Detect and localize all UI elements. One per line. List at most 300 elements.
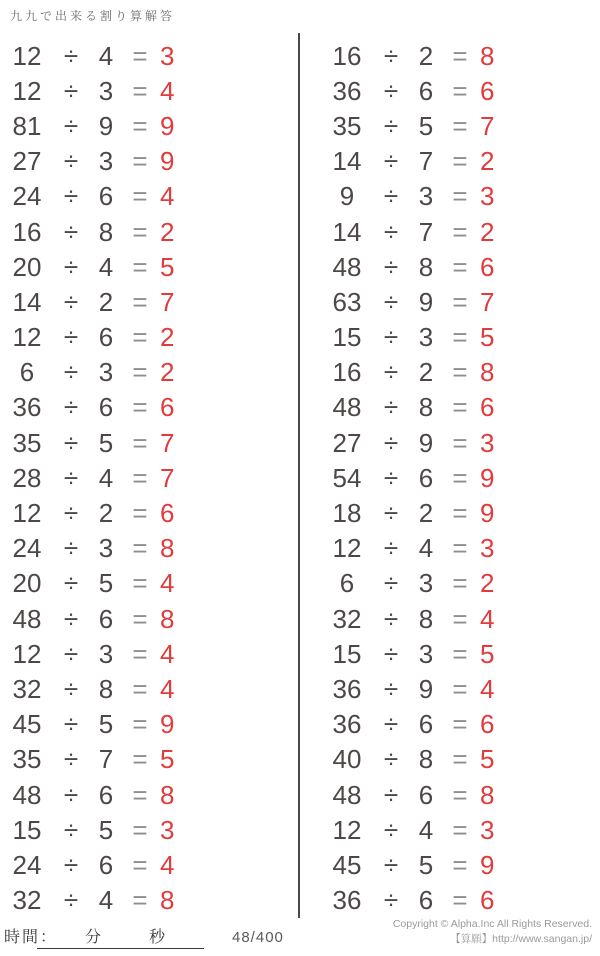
problem-row: [2, 495, 298, 530]
dividend-value: 12: [12, 75, 42, 106]
dividend-value: 14: [332, 146, 362, 177]
problem-row: [2, 847, 298, 882]
answer-value: 8: [160, 779, 175, 810]
equals-sign: =: [132, 181, 148, 212]
divisor-value: 6: [418, 885, 434, 916]
divisor-value: 5: [418, 110, 434, 141]
equals-sign: =: [452, 498, 468, 529]
divide-sign: ÷: [383, 744, 399, 775]
dividend-value: 48: [12, 779, 42, 810]
divisor-value: 9: [418, 673, 434, 704]
equals-sign: =: [452, 462, 468, 493]
divide-sign: ÷: [63, 216, 79, 247]
equals-sign: =: [132, 75, 148, 106]
answer-value: 6: [480, 885, 495, 916]
dividend-value: 32: [12, 673, 42, 704]
answer-value: 9: [160, 146, 175, 177]
column-divider: [298, 33, 300, 918]
problem-row: [2, 777, 298, 812]
answer-value: 3: [480, 814, 495, 845]
divide-sign: ÷: [383, 146, 399, 177]
dividend-value: 35: [332, 110, 362, 141]
divide-sign: ÷: [383, 251, 399, 282]
problem-row: [2, 284, 298, 319]
dividend-value: 6: [19, 357, 35, 388]
problem-row: [2, 707, 298, 742]
copyright-line2: 【算願】http://www.sangan.jp/: [450, 932, 592, 945]
minutes-label: 分: [85, 927, 102, 946]
divisor-value: 3: [98, 357, 114, 388]
answer-value: 2: [160, 216, 175, 247]
divide-sign: ÷: [63, 322, 79, 353]
equals-sign: =: [452, 849, 468, 880]
equals-sign: =: [132, 638, 148, 669]
divisor-value: 7: [418, 146, 434, 177]
divisor-value: 2: [418, 40, 434, 71]
problem-row: [322, 355, 600, 390]
equals-sign: =: [452, 357, 468, 388]
divide-sign: ÷: [63, 709, 79, 740]
dividend-value: 36: [332, 885, 362, 916]
divisor-value: 2: [98, 286, 114, 317]
answer-value: 2: [480, 568, 495, 599]
divide-sign: ÷: [63, 603, 79, 634]
equals-sign: =: [132, 885, 148, 916]
equals-sign: =: [452, 110, 468, 141]
divisor-value: 4: [418, 814, 434, 845]
problem-row: [2, 214, 298, 249]
dividend-value: 35: [12, 744, 42, 775]
divide-sign: ÷: [383, 75, 399, 106]
equals-sign: =: [452, 427, 468, 458]
problem-row: [2, 355, 298, 390]
divisor-value: 5: [98, 427, 114, 458]
answer-value: 3: [480, 181, 495, 212]
divide-sign: ÷: [383, 673, 399, 704]
dividend-value: 18: [332, 498, 362, 529]
divisor-value: 6: [418, 779, 434, 810]
equals-sign: =: [452, 392, 468, 423]
divisor-value: 4: [98, 885, 114, 916]
equals-sign: =: [452, 251, 468, 282]
answer-value: 9: [480, 498, 495, 529]
divide-sign: ÷: [63, 286, 79, 317]
dividend-value: 9: [339, 181, 355, 212]
equals-sign: =: [132, 322, 148, 353]
divide-sign: ÷: [63, 744, 79, 775]
answer-value: 2: [160, 357, 175, 388]
equals-sign: =: [452, 568, 468, 599]
answer-value: 4: [480, 603, 495, 634]
divide-sign: ÷: [63, 146, 79, 177]
divide-sign: ÷: [383, 814, 399, 845]
answer-value: 8: [480, 40, 495, 71]
dividend-value: 14: [12, 286, 42, 317]
problem-row: [2, 636, 298, 671]
divisor-value: 2: [418, 357, 434, 388]
dividend-value: 27: [332, 427, 362, 458]
divisor-value: 2: [418, 498, 434, 529]
answer-value: 5: [480, 638, 495, 669]
divisor-value: 7: [418, 216, 434, 247]
answer-value: 6: [480, 75, 495, 106]
divisor-value: 3: [98, 75, 114, 106]
answer-value: 3: [480, 427, 495, 458]
dividend-value: 14: [332, 216, 362, 247]
equals-sign: =: [132, 814, 148, 845]
answer-value: 3: [480, 533, 495, 564]
dividend-value: 32: [332, 603, 362, 634]
answer-value: 7: [160, 462, 175, 493]
problem-row: [2, 179, 298, 214]
divisor-value: 9: [418, 427, 434, 458]
dividend-value: 48: [12, 603, 42, 634]
divide-sign: ÷: [63, 462, 79, 493]
equals-sign: =: [452, 146, 468, 177]
copyright: [393, 917, 592, 946]
divide-sign: ÷: [383, 110, 399, 141]
problem-row: [2, 425, 298, 460]
dividend-value: 16: [12, 216, 42, 247]
divide-sign: ÷: [383, 462, 399, 493]
equals-sign: =: [132, 146, 148, 177]
dividend-value: 36: [332, 673, 362, 704]
dividend-value: 12: [332, 814, 362, 845]
divisor-value: 8: [418, 744, 434, 775]
equals-sign: =: [132, 357, 148, 388]
divisor-value: 5: [98, 814, 114, 845]
problem-row: [2, 812, 298, 847]
divide-sign: ÷: [63, 181, 79, 212]
equals-sign: =: [452, 181, 468, 212]
divisor-value: 6: [98, 849, 114, 880]
problem-row: [322, 495, 600, 530]
answer-value: 8: [160, 533, 175, 564]
problem-row: [322, 284, 600, 319]
copyright-line1: Copyright © Alpha.Inc All Rights Reserved.: [392, 918, 592, 930]
divide-sign: ÷: [63, 498, 79, 529]
answer-value: 7: [160, 286, 175, 317]
divisor-value: 4: [98, 251, 114, 282]
dividend-value: 20: [12, 568, 42, 599]
divide-sign: ÷: [383, 885, 399, 916]
problem-row: [322, 531, 600, 566]
equals-sign: =: [132, 110, 148, 141]
problem-row: [2, 38, 298, 73]
divisor-value: 8: [98, 216, 114, 247]
problem-row: [2, 531, 298, 566]
problem-row: [322, 707, 600, 742]
problem-row: [2, 460, 298, 495]
problem-row: [2, 390, 298, 425]
dividend-value: 81: [12, 110, 42, 141]
divisor-value: 3: [418, 638, 434, 669]
dividend-value: 27: [12, 146, 42, 177]
dividend-value: 35: [12, 427, 42, 458]
divisor-value: 7: [98, 744, 114, 775]
sheet-number: 48/400: [232, 929, 284, 946]
answer-value: 6: [160, 498, 175, 529]
equals-sign: =: [132, 533, 148, 564]
problem-row: [2, 73, 298, 108]
divide-sign: ÷: [383, 357, 399, 388]
equals-sign: =: [132, 673, 148, 704]
answer-value: 2: [160, 322, 175, 353]
equals-sign: =: [452, 603, 468, 634]
divide-sign: ÷: [63, 849, 79, 880]
problem-row: [322, 73, 600, 108]
divide-sign: ÷: [383, 779, 399, 810]
divide-sign: ÷: [63, 885, 79, 916]
equals-sign: =: [452, 216, 468, 247]
divide-sign: ÷: [383, 638, 399, 669]
equals-sign: =: [452, 779, 468, 810]
equals-sign: =: [132, 709, 148, 740]
answer-value: 5: [160, 251, 175, 282]
divide-sign: ÷: [63, 568, 79, 599]
problem-row: [2, 320, 298, 355]
divide-sign: ÷: [383, 40, 399, 71]
answer-value: 9: [160, 110, 175, 141]
divisor-value: 4: [98, 462, 114, 493]
equals-sign: =: [132, 216, 148, 247]
divisor-value: 6: [98, 603, 114, 634]
dividend-value: 24: [12, 181, 42, 212]
problem-row: [322, 425, 600, 460]
divisor-value: 4: [418, 533, 434, 564]
divide-sign: ÷: [383, 216, 399, 247]
divide-sign: ÷: [383, 709, 399, 740]
answer-value: 4: [160, 849, 175, 880]
problem-row: [322, 38, 600, 73]
divide-sign: ÷: [63, 392, 79, 423]
dividend-value: 28: [12, 462, 42, 493]
equals-sign: =: [132, 744, 148, 775]
equals-sign: =: [132, 849, 148, 880]
equals-sign: =: [452, 744, 468, 775]
problems-column-left: [0, 38, 298, 918]
dividend-value: 36: [12, 392, 42, 423]
dividend-value: 12: [12, 498, 42, 529]
problem-row: [2, 671, 298, 706]
divisor-value: 9: [98, 110, 114, 141]
equals-sign: =: [132, 392, 148, 423]
problem-row: [2, 108, 298, 143]
equals-sign: =: [132, 498, 148, 529]
divide-sign: ÷: [383, 427, 399, 458]
problem-row: [322, 179, 600, 214]
dividend-value: 54: [332, 462, 362, 493]
problem-row: [2, 566, 298, 601]
equals-sign: =: [452, 322, 468, 353]
problem-row: [322, 144, 600, 179]
divisor-value: 8: [418, 392, 434, 423]
problem-row: [322, 847, 600, 882]
answer-value: 6: [480, 709, 495, 740]
answer-value: 8: [160, 603, 175, 634]
divisor-value: 4: [98, 40, 114, 71]
equals-sign: =: [132, 462, 148, 493]
problem-row: [322, 601, 600, 636]
divisor-value: 6: [418, 709, 434, 740]
divisor-value: 3: [418, 181, 434, 212]
dividend-value: 48: [332, 779, 362, 810]
divide-sign: ÷: [63, 814, 79, 845]
answer-value: 9: [480, 849, 495, 880]
divide-sign: ÷: [63, 251, 79, 282]
dividend-value: 15: [332, 322, 362, 353]
time-blank-line: [37, 926, 204, 949]
equals-sign: =: [452, 673, 468, 704]
answer-value: 5: [160, 744, 175, 775]
divisor-value: 6: [418, 75, 434, 106]
dividend-value: 48: [332, 392, 362, 423]
problem-row: [322, 214, 600, 249]
divide-sign: ÷: [383, 849, 399, 880]
equals-sign: =: [132, 603, 148, 634]
divisor-value: 6: [98, 181, 114, 212]
dividend-value: 36: [332, 75, 362, 106]
answer-value: 6: [480, 392, 495, 423]
equals-sign: =: [132, 40, 148, 71]
answer-value: 4: [480, 673, 495, 704]
answer-value: 6: [160, 392, 175, 423]
dividend-value: 48: [332, 251, 362, 282]
equals-sign: =: [452, 286, 468, 317]
answer-value: 6: [480, 251, 495, 282]
problem-row: [322, 883, 600, 918]
problem-row: [322, 671, 600, 706]
time-label: 時間：: [4, 927, 59, 946]
problem-row: [322, 320, 600, 355]
answer-value: 9: [480, 462, 495, 493]
answer-value: 4: [160, 673, 175, 704]
problem-row: [322, 566, 600, 601]
divisor-value: 3: [418, 322, 434, 353]
dividend-value: 40: [332, 744, 362, 775]
dividend-value: 16: [332, 40, 362, 71]
problem-row: [322, 636, 600, 671]
divisor-value: 2: [98, 498, 114, 529]
answer-value: 8: [480, 357, 495, 388]
equals-sign: =: [452, 885, 468, 916]
problem-row: [322, 108, 600, 143]
dividend-value: 6: [339, 568, 355, 599]
equals-sign: =: [132, 251, 148, 282]
divisor-value: 3: [418, 568, 434, 599]
seconds-label: 秒: [149, 927, 166, 946]
divide-sign: ÷: [63, 673, 79, 704]
divisor-value: 6: [98, 392, 114, 423]
divisor-value: 3: [98, 533, 114, 564]
divisor-value: 3: [98, 146, 114, 177]
answer-value: 5: [480, 322, 495, 353]
answer-value: 5: [480, 744, 495, 775]
divide-sign: ÷: [63, 427, 79, 458]
equals-sign: =: [132, 286, 148, 317]
problem-row: [2, 742, 298, 777]
divide-sign: ÷: [63, 533, 79, 564]
answer-value: 8: [480, 779, 495, 810]
equals-sign: =: [452, 40, 468, 71]
divisor-value: 8: [418, 603, 434, 634]
problem-row: [322, 460, 600, 495]
equals-sign: =: [452, 533, 468, 564]
dividend-value: 45: [12, 709, 42, 740]
divisor-value: 6: [418, 462, 434, 493]
equals-sign: =: [132, 427, 148, 458]
dividend-value: 36: [332, 709, 362, 740]
answer-value: 7: [160, 427, 175, 458]
answer-value: 9: [160, 709, 175, 740]
answer-value: 7: [480, 110, 495, 141]
equals-sign: =: [452, 75, 468, 106]
problem-row: [322, 390, 600, 425]
divisor-value: 8: [418, 251, 434, 282]
equals-sign: =: [132, 568, 148, 599]
dividend-value: 12: [12, 322, 42, 353]
divide-sign: ÷: [383, 603, 399, 634]
divide-sign: ÷: [63, 75, 79, 106]
problem-row: [322, 812, 600, 847]
dividend-value: 24: [12, 533, 42, 564]
problem-row: [322, 249, 600, 284]
divisor-value: 9: [418, 286, 434, 317]
divide-sign: ÷: [383, 392, 399, 423]
dividend-value: 20: [12, 251, 42, 282]
dividend-value: 12: [332, 533, 362, 564]
divisor-value: 3: [98, 638, 114, 669]
dividend-value: 12: [12, 40, 42, 71]
divisor-value: 8: [98, 673, 114, 704]
problem-row: [322, 777, 600, 812]
divisor-value: 5: [418, 849, 434, 880]
divide-sign: ÷: [383, 533, 399, 564]
answer-value: 4: [160, 638, 175, 669]
problem-row: [2, 601, 298, 636]
answer-value: 3: [160, 814, 175, 845]
equals-sign: =: [452, 709, 468, 740]
problem-row: [2, 144, 298, 179]
dividend-value: 12: [12, 638, 42, 669]
divide-sign: ÷: [63, 40, 79, 71]
divide-sign: ÷: [383, 286, 399, 317]
problem-row: [2, 883, 298, 918]
answer-value: 4: [160, 181, 175, 212]
divisor-value: 6: [98, 322, 114, 353]
problem-row: [322, 742, 600, 777]
answer-value: 3: [160, 40, 175, 71]
equals-sign: =: [452, 814, 468, 845]
divide-sign: ÷: [383, 181, 399, 212]
divide-sign: ÷: [383, 322, 399, 353]
dividend-value: 32: [12, 885, 42, 916]
problems-column-right: [302, 38, 600, 918]
dividend-value: 24: [12, 849, 42, 880]
dividend-value: 45: [332, 849, 362, 880]
equals-sign: =: [132, 779, 148, 810]
divide-sign: ÷: [63, 638, 79, 669]
divisor-value: 6: [98, 779, 114, 810]
divide-sign: ÷: [383, 498, 399, 529]
equals-sign: =: [452, 638, 468, 669]
answer-value: 8: [160, 885, 175, 916]
answer-value: 2: [480, 146, 495, 177]
problem-row: [2, 249, 298, 284]
dividend-value: 15: [332, 638, 362, 669]
answer-value: 2: [480, 216, 495, 247]
dividend-value: 16: [332, 357, 362, 388]
